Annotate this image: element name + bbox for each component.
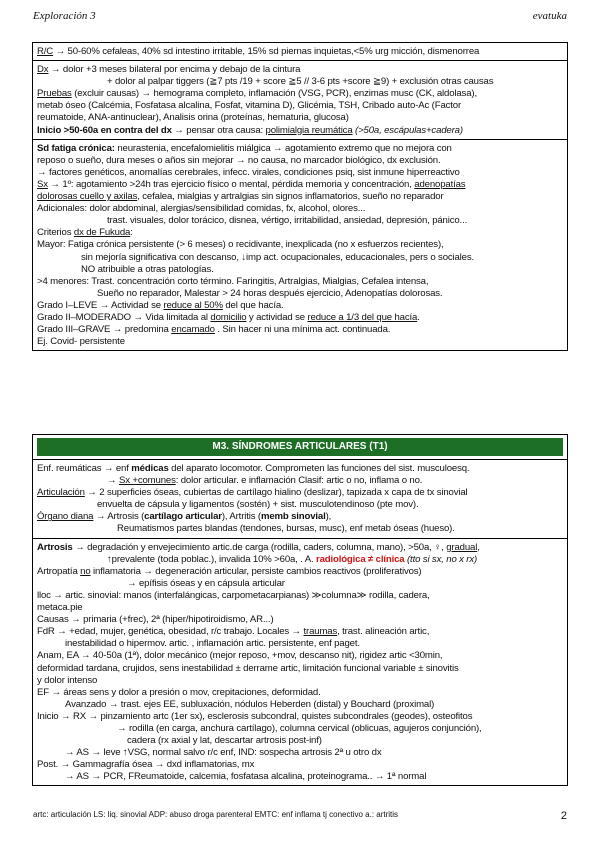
note-line	[37, 125, 563, 137]
note-text: y actividad se	[246, 311, 308, 323]
note-text: y dolor intenso	[37, 674, 98, 686]
note-line	[37, 614, 563, 626]
note-line	[37, 463, 563, 475]
note-text: → AS → PCR, FReumatoide, calcemia, fosfatasa alcalina, proteinograma.. → 1ª normal	[65, 771, 427, 783]
note-text: Mayor: Fatiga crónica persistente (> 6 meses) o recidivante, inexplicada (no x esfuerzos recientes),	[37, 239, 444, 251]
bold-text: memb sinovial	[260, 511, 326, 523]
note-text: Post. → Gammagrafía ósea → dxd inflamatorias, mx	[37, 759, 255, 771]
note-line	[37, 155, 563, 167]
note-text: → Artrosis (	[93, 511, 145, 523]
note-line	[37, 523, 563, 535]
underlined-text: reduce a 1/3 del que hacía	[307, 311, 418, 323]
note-line	[37, 638, 563, 650]
note-text: + dolor al palpar tiggers (≧7 pts /19 + score ≧5 // 3-6 pts +score ≧9) + exclusión otras causas	[107, 76, 494, 88]
note-line	[37, 276, 563, 288]
page-header	[33, 8, 567, 24]
note-text: del aparato locomotor. Comprometen las funciones del sist. musculoesq.	[168, 463, 470, 474]
underlined-text: Sx	[37, 178, 48, 190]
note-text: reposo o sueño, dura meses o años sin mejorar → no causa, no marcador biológico, dx exclusión.	[37, 154, 441, 166]
italic-text: (tto si sx, no x rx)	[404, 553, 478, 565]
note-line	[37, 46, 563, 58]
note-line	[37, 499, 563, 511]
underlined-text: traumas	[303, 626, 338, 638]
bold-text: Sd fatiga crónica:	[37, 142, 115, 154]
underlined-text: no	[80, 565, 91, 577]
page-footer	[33, 810, 567, 822]
note-text: Grado III–GRAVE → predomina	[37, 324, 172, 336]
note-line	[37, 687, 563, 699]
note-line	[37, 288, 563, 300]
underlined-text: encamado	[171, 324, 215, 336]
underlined-text: dx de Fukuda	[73, 227, 131, 239]
note-line	[37, 711, 563, 723]
note-text: → factores genéticos, anomalías cerebrales, infecc. virales, condiciones psiq, sist inmune hiperreactivo	[37, 166, 460, 178]
note-text: ),	[325, 511, 332, 523]
notes-frame-top	[32, 42, 568, 351]
note-line	[37, 312, 563, 324]
underlined-text: R/C	[37, 46, 54, 57]
note-text: NO atribuible a otras patologías.	[81, 263, 214, 275]
note-line	[37, 324, 563, 336]
note-line	[37, 723, 563, 735]
note-line	[37, 578, 563, 590]
note-text: reumatoide, ANA-antinuclear), Analisis orina (proteínas, hematuria, glucosa)	[37, 112, 349, 124]
note-text: → dolor +3 meses bilateral por encima y debajo de la cintura	[48, 64, 301, 76]
underlined-text: dolorosas cuello y axilas	[37, 191, 138, 203]
note-text: .	[417, 311, 420, 323]
note-text: → rodilla (en carga, anchura cartílago), columna cervical (oblicuas, agujeros conjunción),	[117, 722, 482, 734]
underlined-text: Sx +comunes	[118, 475, 176, 487]
note-text: neurastenia, encefalomielitis miálgica → agotamiento extremo que no mejora con	[114, 142, 452, 154]
note-text: lloc → artic. sinovial: manos (interfalángicas, carpometacarpianas) ≫columna≫ rodilla, cadera,	[37, 589, 430, 601]
note-line	[37, 203, 563, 215]
note-line	[37, 88, 563, 100]
note-line	[37, 747, 563, 759]
note-text: metab óseo (Calcémia, Fosfatasa alcalina, Fosfat, vitamina D), Glicémia, TSH, Cribado auto-Ac (Factor	[37, 100, 462, 112]
note-text: Grado II–MODERADO → Vida limitada al	[37, 311, 211, 323]
note-line	[37, 566, 563, 578]
note-text: del que hacía.	[222, 299, 284, 311]
notes-frame-articular	[32, 434, 568, 786]
bold-text: Inicio >50-60a en contra del dx	[37, 124, 172, 136]
note-text: Sueño no reparador, Malestar > 24 horas después ejercicio, Adenopatías dolorosas.	[97, 287, 443, 299]
note-line	[37, 167, 563, 179]
note-line	[37, 771, 563, 783]
note-line	[37, 675, 563, 687]
note-line	[37, 264, 563, 276]
note-text: → 1º: agotamiento >24h tras ejercicio físico o mental, pérdida memoria y concentración,	[47, 178, 415, 190]
fibromyalgia-dx-box	[33, 60, 567, 139]
note-text: sin mejoría significativa con descanso, ↓imp act. ocupacionales, educacionales, pers o sociales.	[81, 251, 475, 263]
note-line	[37, 252, 563, 264]
note-text: . Sin hacer ni una mínima act. continuada.	[214, 324, 391, 336]
page-number: 2	[560, 810, 567, 822]
note-line	[37, 336, 563, 348]
note-text: Causas → primaria (+frec), 2ª (hiper/hipotiroidismo, AR...)	[37, 614, 274, 626]
note-line	[37, 542, 563, 554]
underlined-text: polimialgia reumática	[265, 124, 353, 136]
underlined-text: Dx	[37, 64, 49, 76]
note-text: Grado I–LEVE → Actividad se	[37, 299, 164, 311]
note-text: FdR → +edad, mujer, genética, obesidad, r/c trabajo. Locales →	[37, 626, 304, 638]
note-text: Avanzado → trast. ejes EE, subluxación, nódulos Heberden (distal) y Bouchard (proximal)	[65, 698, 435, 710]
header-subject: Exploración 3	[33, 10, 96, 22]
note-line	[37, 511, 563, 523]
underlined-text: Órgano diana	[37, 511, 94, 523]
note-line	[37, 100, 563, 112]
bold-text: cartílago articular	[144, 511, 222, 523]
note-line	[37, 487, 563, 499]
note-text: Ej. Covid- persistente	[37, 336, 125, 348]
note-text: EF → áreas sens y dolor a presión o mov, crepitaciones, deformidad.	[37, 686, 321, 698]
bold-text: médicas	[131, 463, 169, 474]
italic-text: (>50a, escápulas+cadera)	[352, 124, 463, 136]
note-text: : dolor articular. e inflamación Clasif: artic o no, inflama o no.	[175, 475, 423, 487]
note-line	[37, 602, 563, 614]
underlined-text: Articulación	[37, 487, 85, 499]
note-text: inflamatoria → degeneración articular, persiste cambios reactivos (proliferativos)	[90, 565, 422, 577]
note-text: → 50-60% cefaleas, 40% sd intestino irritable, 15% sd piernas inquietas,<5% urg micción, dismenorrea	[53, 46, 480, 57]
note-text: →	[107, 475, 119, 487]
note-line	[37, 626, 563, 638]
note-text: >4 menores: Trast. concentración corto término. Faringitis, Artralgias, Mialgias, Cefalea intensa,	[37, 275, 429, 287]
note-text: → 2 superficies óseas, cubiertas de cartílago hialino (deslizar), tapizada x capa de tx sinovial	[84, 487, 468, 499]
abbreviations-legend: artc: articulación LS: liq. sinovial ADP: abuso droga parenteral EMTC: enf inflama tj conectivo a.: artritis	[33, 810, 399, 819]
bold-text: Artrosis	[37, 541, 73, 553]
note-line	[37, 215, 563, 227]
note-line	[37, 759, 563, 771]
note-text: Inicio → RX → pinzamiento artc (1er sx), esclerosis subcondral, quistes subcondrales (geodes), osteofitos	[37, 710, 473, 722]
note-text: deformidad tardana, crujidos, sens inestabilidad ± derrame artic, limitación funcional variable ± sinovitis	[37, 662, 459, 674]
note-text: (excluir causas) → hemograma completo, inflamación (VSG, PCR), enzimas musc (CK, aldolasa),	[71, 88, 477, 100]
chronic-fatigue-box	[33, 139, 567, 351]
note-line	[37, 300, 563, 312]
note-text: , cefalea, mialgias y artralgias sin signos inflamatorios, sueño no reparador	[137, 191, 444, 203]
note-line	[37, 191, 563, 203]
arthrosis-box	[33, 538, 567, 786]
note-text: metaca.pie	[37, 602, 83, 614]
underlined-text: Pruebas	[37, 88, 72, 100]
note-line	[37, 590, 563, 602]
note-line	[37, 179, 563, 191]
note-text: trast. visuales, dolor torácico, disnea, vértigo, irritabilidad, ansiedad, depresión, pánico...	[107, 215, 468, 227]
note-text: Adicionales: dolor abdominal, alergias/sensibilidad comidas, fx, alcohol, olores...	[37, 203, 366, 215]
note-line	[37, 554, 563, 566]
note-text: Criterios	[37, 227, 74, 239]
note-text: → pensar otra causa:	[171, 124, 266, 136]
note-text: cadera (rx axial y lat, descartar artrosis post-inf)	[127, 735, 322, 747]
note-line	[37, 76, 563, 88]
note-text: Enf. reumáticas → enf	[37, 463, 132, 474]
note-text: :	[130, 227, 133, 239]
note-line	[37, 112, 563, 124]
rheumatic-intro-box	[33, 459, 567, 538]
note-text: → degradación y envejecimiento artic.de carga (rodilla, caders, columna, mano), >50a, ♀,	[72, 541, 447, 553]
underlined-text: adenopatías	[414, 178, 466, 190]
note-text: Artropatía	[37, 565, 81, 577]
note-text: Reumatismos partes blandas (tendones, bursas, musc), enf metab óseas (hueso).	[117, 523, 455, 535]
note-line	[37, 64, 563, 76]
note-text: → AS → leve ↑VSG, normal salvo r/c enf, IND: sospecha artrosis 2ª u otro dx	[65, 747, 382, 759]
note-text: ↑prevalente (toda poblac.), invalida 10% >60a, . A.	[107, 553, 316, 565]
note-text: envuelta de cápsula y ligamentos (sostén) + sist. musculotendinoso (pte mov).	[97, 499, 419, 511]
header-author: evatuka	[532, 10, 567, 22]
note-line	[37, 143, 563, 155]
note-line	[37, 650, 563, 662]
note-line	[37, 735, 563, 747]
note-text: inestabilidad o hipermov. artic. , inflamación artic. persistente, enf paget.	[65, 638, 360, 650]
note-line	[37, 699, 563, 711]
fibromyalgia-rc-box	[33, 43, 567, 60]
note-text: , trast. alineación artic,	[337, 626, 430, 638]
note-text: Anam, EA → 40-50a (1ª), dolor mecánico (mejor reposo, +mov, descanso nit), rigidez artic <30min,	[37, 650, 443, 662]
note-line	[37, 475, 563, 487]
note-line	[37, 227, 563, 239]
note-line	[37, 663, 563, 675]
note-text: ), Artritis (	[221, 511, 261, 523]
note-line	[37, 239, 563, 251]
note-text: → epífisis óseas y en cápsula articular	[127, 577, 285, 589]
note-text: ,	[477, 541, 480, 553]
underlined-text: gradual	[446, 541, 478, 553]
underlined-text: reduce al 50%	[163, 299, 223, 311]
section-title: M3. SÍNDROMES ARTICULARES (T1)	[37, 438, 563, 456]
underlined-text: domicilio	[210, 311, 247, 323]
highlight-text: radiológica ≠ clínica	[316, 553, 405, 565]
